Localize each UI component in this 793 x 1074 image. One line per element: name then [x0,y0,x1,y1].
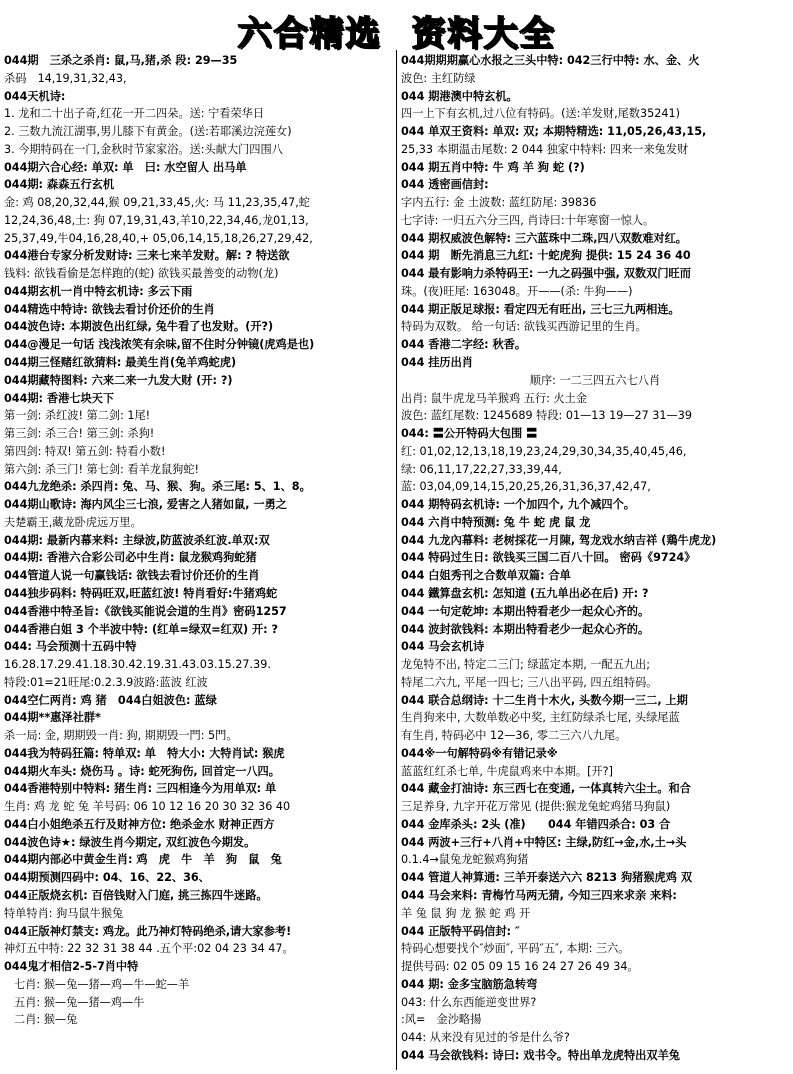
right-column-line: 044 白姐秀刊之合数单双篇: 合单 [401,569,571,583]
right-column-line: 提供号码: 02 05 09 15 16 24 27 26 49 34。 [401,960,639,974]
right-column-line: 044 香港二字经: 秋香。 [401,338,527,352]
page-title [0,6,793,54]
left-column-line: 神灯五中特: 22 32 31 38 44 .五个平:02 04 23 34 47。 [4,942,294,956]
title-char-6: 料 [447,13,484,54]
left-column-line: 044香港白姐 3 个半波中特: (红单=绿双=红双) 开: ? [4,622,279,636]
left-column-line: 044期玄机一肖中特玄机诗: 多云下雨 [4,284,193,298]
right-column-line: 044 特码过生日: 欲钱买三国二百八十回。 密码《9724》 [401,551,696,565]
right-column-line: 044 期正版足球报: 看定四无有旺出, 三七三九两相连。 [401,302,680,316]
right-column-line: 龙兔特不出, 特定二三门; 绿蓝定本期, 一配五九出; [401,658,651,672]
left-column-line: 杀码 14,19,31,32,43, [4,71,127,85]
right-column-line: 特码为双数。 给一句话: 欲钱买西游记里的生肖。 [401,320,647,334]
left-column-line: 044期**惠泽社群* [4,711,101,725]
left-column-line: 生肖: 鸡 龙 蛇 兔 羊号码: 06 10 12 16 20 30 32 36 40 [4,800,291,814]
right-column-line: 044 期 断先消息三九红: 十蛇虎狗 提供: 15 24 36 40 [401,249,691,263]
right-column-line: :风= 金沙略揚 [401,1013,482,1027]
left-column-line: 夫楚霸王,藏龙卧虎远万里。 [4,515,142,529]
right-column-line: 出肖: 鼠牛虎龙马羊猴鸡 五行: 火土金 [401,391,588,405]
left-column-line: 第一剑: 杀红波! 第二剑: 1尾! [4,409,151,423]
left-column-line: 044期: 森森五行玄机 [4,178,115,192]
left-column-line: 044期山歌诗: 海内风尘三七浪, 爱害之人猪如鼠, 一勇之 [4,498,287,512]
left-column-line: 12,24,36,48,土: 狗 07,19,31,43,羊10,22,34,46,龙01,13, [4,213,309,227]
left-column-line: 044期火车头: 烧伤马 。诗: 蛇死狗伤, 回首定一八四。 [4,764,280,778]
right-column-line: 044 期: 金多宝脑筋急转弯 [401,977,538,991]
right-column-line: 044 波封欲钱料: 本期出特看老少一起众心齐的。 [401,622,650,636]
right-column-line: 044 金库杀头: 2头 (准) 044 年错四杀合: 03 合 [401,817,671,831]
right-column-line: 044 透密画信封: [401,178,489,192]
left-column-line: 特单特肖: 狗马鼠牛猴兔 [4,906,124,920]
left-column-line: 044香港中特圣旨:《欲钱买能说会道的生肖》密码1257 [4,604,287,618]
left-column-line: 044白小姐绝杀五行及财神方位: 绝杀金水 财神正西方 [4,817,275,831]
left-column-line: 25,37,49,牛04,16,28,40,+ 05,06,14,15,18,26,27,29,42, [4,231,313,245]
right-column-line: 044 期特码玄机诗: 一个加四个, 九个减四个。 [401,498,635,512]
right-column-line: 044 马会玄机诗 [401,640,485,654]
left-column-line: 五肖: 猴—兔—猪—鸡—牛 [14,995,145,1009]
right-column-line: 044 六肖中特预测: 兔 牛 蛇 虎 鼠 龙 [401,515,591,529]
right-column-line: 特尾二六九, 平尾一四七; 三八出平码, 四五组特码。 [401,675,658,689]
left-column-line: 044管道人说一句赢钱话: 欲钱去看讨价还价的生肖 [4,569,260,583]
left-column-line: 044期 三杀之杀肖: 鼠,马,猪,杀 段: 29—35 [4,54,238,67]
left-column-line: 044波色诗★: 绿波生肖今期定, 双红波色今期发。 [4,835,256,849]
left-column-line: 044期: 最新内幕来料: 主绿波,防蓝波杀红波.单双:双 [4,533,270,547]
right-column-line: 044 鐵算盘玄机: 怎知道 (五九单出必在后) 开: ? [401,586,649,600]
left-column-line: 044期: 香港七块天下 [4,391,115,405]
left-column-line: 16.28.17.29.41.18.30.42.19.31.43.03.15.27.39. [4,658,271,672]
left-column-line: 金: 鸡 08,20,32,44,猴 09,21,33,45,火: 马 11,23,35,47,蛇 [4,196,310,210]
left-column-line: 杀一局: 金, 期期毁一肖: 狗, 期期毁一門: 5門。 [4,729,238,743]
right-column-line: 生肖狗来中, 大数单数必中奖, 主红防绿杀七尾, 头绿尾蓝 [401,711,680,725]
right-column-line: 044※一句解特码※有错记录※ [401,746,558,760]
title-char-5: 资 [411,13,448,54]
right-column-line: 七字诗: 一归五六分三四, 肖诗曰:十年寒窗一惊人。 [401,213,655,227]
left-column-line: 044期预测四码中: 04、16、22、36、 [4,871,210,885]
right-column-line: 044 期五肖中特: 牛 鸡 羊 狗 蛇 (?) [401,160,585,174]
left-column-line: 044期内部必中黄金生肖: 鸡 虎 牛 羊 狗 鼠 兔 [4,853,282,867]
right-column-line: 顺序: 一二三四五六七八肖 [529,373,661,387]
right-column-line: 044 期权威波色解特: 三六蓝珠中二珠,四八双数难对红。 [401,231,687,245]
left-column-line: 044我为特码狂篇: 特单双: 单 特大小: 大特肖试: 猴虎 [4,746,285,760]
left-column [4,52,393,1029]
title-char-3: 精 [309,13,346,54]
left-column-line: 第四剑: 特双! 第五剑: 特看小数! [4,444,166,458]
right-column-line: 四一上下有玄机,过八位有特码。(送:羊发财,尾数35241) [401,107,680,121]
left-column-line: 044期: 香港六合彩公司必中生肖: 鼠龙猴鸡狗蛇猪 [4,551,257,565]
left-column-line: 第六剑: 杀三门! 第七剑: 看羊龙鼠狗蛇! [4,462,199,476]
left-column-line: 044波色诗: 本期波色出红绿, 兔牛看了也发财。(开?) [4,320,274,334]
left-column-line: 044九龙绝杀: 杀四肖: 兔、马、猴、狗。杀三尾: 5、1、8。 [4,480,311,494]
left-column-line: 044期六合心经: 单双: 单 曰: 水空留人 出马单 [4,160,247,174]
right-column-line: 044 一句定乾坤: 本期出特看老少一起众心齐的。 [401,604,650,618]
left-column-line: 二肖: 猴—兔 [14,1013,78,1027]
left-column-line: 044正版烧玄机: 百倍钱财入门庭, 挑三拣四牛迷路。 [4,888,268,902]
right-column-line: 044 正版特平码信封: ″ [401,924,520,938]
right-column-line: 044 联合总纲诗: 十二生肖十木火, 头数今期一三二, 上期 [401,693,688,707]
right-column [401,52,789,1065]
left-column-line: 044正版神灯禁支: 鸡龙。此乃神灯特码绝杀,请大家参考! [4,924,292,938]
title-char-7: 大 [483,13,520,54]
right-column-line: 25,33 本期温击尾数: 2 044 独家中特料: 四来一来兔发财 [401,142,689,156]
right-column-line: 044 期港澳中特玄机。 [401,89,518,103]
right-column-line: 044 两波+三行+八肖+中特区: 主绿,防红→金,水,土→头 [401,835,687,849]
title-char-1: 六 [237,13,274,54]
left-column-line: 044@漫足一句话 浅浅浓笑有余味,留不住时分钟镜(虎鸡是也) [4,338,315,352]
left-column-line: 044鬼才相信2-5-7肖中特 [4,960,139,974]
right-column-line: 0.1.4→鼠兔龙蛇猴鸡狗猪 [401,853,529,867]
left-column-line: 1. 龙和二十出子奇,红花一开二四朵。送: 宁看荣华日 [4,107,265,121]
left-column-line: 044空仁两肖: 鸡 猪 044白姐波色: 蓝绿 [4,693,217,707]
right-column-line: 有生肖, 特码必中 12—36, 零二三六八九尾。 [401,729,627,743]
title-char-2: 合 [273,13,310,54]
right-column-line: 044期期期赢心水报之三头中特: 042三行中特: 水、金、火 [401,54,700,67]
left-column-line: 044: 马会预测十五码中特 [4,640,137,654]
left-column-line: 特段:01=21旺尾:0.2.3.9波路:蓝波 红波 [4,675,208,689]
left-column-line: 044精选中特诗: 欲钱去看讨价还价的生肖 [4,302,215,316]
right-column-line: 羊 兔 鼠 狗 龙 猴 蛇 鸡 开 [401,906,531,920]
left-column-line: 第三剑: 杀三合! 第三剑: 杀狗! [4,427,155,441]
right-column-line: 044 马会来料: 青梅竹马两无猜, 今知三四来求亲 来料: [401,888,677,902]
right-column-line: 珠。(夜)旺尾: 163048。开——(杀: 牛狗——) [401,284,633,298]
left-column-line: 3. 今期特码在一门,金秋时节家家浴。送:头献大门四围八 [4,142,283,156]
right-column-line: 特码心想要找个″炒面″, 平码″五″, 本期: 三六。 [401,942,630,956]
right-column-line: 044 挂历出肖 [401,356,473,370]
left-column-line: 044独步码料: 特码旺双,旺蓝红波! 特肖看好:牛猪鸡蛇 [4,586,278,600]
right-column-line: 044: 从来没有见过的爷是什么爷? [401,1031,570,1045]
right-column-line: 绿: 06,11,17,22,27,33,39,44, [401,462,562,476]
title-char-8: 全 [519,13,556,54]
right-column-line: 红: 01,02,12,13,18,19,23,24,29,30,34,35,40,45,46, [401,444,687,458]
right-column-line: 044 马会欲钱料: 诗曰: 戏书令。特出单龙虎特出双羊兔 [401,1048,680,1062]
right-column-line: 043: 什么东西能逆变世界? [401,995,537,1009]
left-column-line: 钱料: 欲钱看偷是怎样跑的(蛇) 欲钱买最善变的动物(龙) [4,267,279,281]
right-column-line: 蓝: 03,04,09,14,15,20,25,26,31,36,37,42,47, [401,480,651,494]
right-column-line: 044 藏金打油诗: 东三西七在变通, 一体真转六尘土。和合 [401,782,691,796]
left-column-line: 044期藏特图料: 六来二来一九发大财 (开: ?) [4,373,233,387]
right-column-line: 044 管道人神算通: 三羊开泰送六六 8213 狗猪猴虎鸡 双 [401,871,693,885]
right-column-line: 蓝蓝红红杀七单, 牛虎鼠鸡来中本期。[开?] [401,764,613,778]
right-column-line: 波色: 主红防绿 [401,71,476,85]
left-column-line: 044期三怪赌红欲猜料: 最美生肖(兔羊鸡蛇虎) [4,356,237,370]
right-column-line: 044 最有影响力杀特码王: 一九之码强中强, 双数双门旺而 [401,267,691,281]
right-column-line: 字内五行: 金 土波数: 蓝红防尾: 39836 [401,196,597,210]
right-column-line: 044 单双王资料: 单双: 双; 本期特精选: 11,05,26,43,15, [401,125,707,139]
right-column-line: 044: 〓公开特码大包围 〓 [401,427,538,441]
left-column-line: 2. 三数九流江湖事,男儿膝下有黄金。(送:若耶溪边浣莲女) [4,125,292,139]
right-column-line: 波色: 蓝红尾数: 1245689 特段: 01—13 19—27 31—39 [401,409,692,423]
left-column-line: 044香港特别中特料: 猪生肖: 三四相逢今为用单双: 单 [4,782,277,796]
title-char-4: 选 [345,13,382,54]
right-column-line: 044 九龙內幕料: 老树採花一月陳, 驾龙戏水纳吉祥 (鶏牛虎龙) [401,533,717,547]
left-column-line: 044港台专家分析发财诗: 三来七来羊发财。解: ? 特送欲 [4,249,290,263]
right-column-line: 三足养身, 九字开花万常见 (提供:猴龙兔蛇鸡猪马狗鼠) [401,800,671,814]
left-column-line: 七肖: 猴—兔—猪—鸡—牛—蛇—羊 [14,977,190,991]
column-divider [396,50,397,1070]
left-column-line: 044天机诗: [4,89,66,103]
